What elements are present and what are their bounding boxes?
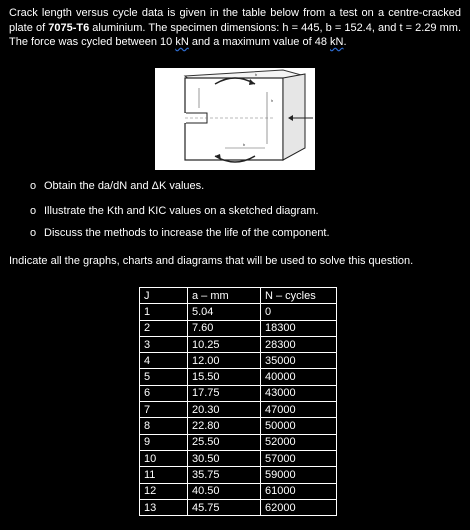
column-header-n: N – cycles: [261, 288, 337, 304]
intro-text-3: and a maximum value of 48: [188, 36, 331, 48]
table-row: [140, 467, 337, 483]
cell-a: 25.50: [188, 434, 261, 450]
cell-j: 10: [140, 450, 188, 466]
task-item-2: [30, 205, 319, 217]
problem-statement: [9, 6, 461, 50]
cell-a: 7.60: [188, 320, 261, 336]
table-row: [140, 336, 337, 352]
specimen-sketch: [155, 68, 315, 170]
unit-kn-2: kN: [330, 36, 344, 48]
cell-j: 8: [140, 418, 188, 434]
cell-a: 22.80: [188, 418, 261, 434]
crack-data-table: [139, 287, 337, 516]
label-right: h: [271, 98, 274, 103]
cell-n: 50000: [261, 418, 337, 434]
table-row: [140, 402, 337, 418]
cell-a: 45.75: [188, 499, 261, 515]
table-row: [140, 450, 337, 466]
cell-n: 0: [261, 304, 337, 320]
cell-j: 13: [140, 499, 188, 515]
cell-j: 11: [140, 467, 188, 483]
table-header-row: [140, 288, 337, 304]
cell-n: 40000: [261, 369, 337, 385]
cell-a: 17.75: [188, 385, 261, 401]
cell-a: 12.00: [188, 353, 261, 369]
table-row: [140, 483, 337, 499]
instruction-text: Indicate all the graphs, charts and diagrams that will be used to solve this question.: [9, 255, 414, 267]
cell-n: 47000: [261, 402, 337, 418]
cell-n: 62000: [261, 499, 337, 515]
cell-j: 6: [140, 385, 188, 401]
cell-n: 57000: [261, 450, 337, 466]
cell-j: 4: [140, 353, 188, 369]
cell-j: 9: [140, 434, 188, 450]
task-text: Obtain the da/dN and ΔK values.: [44, 180, 205, 192]
material-name: 7075-T6: [48, 21, 90, 34]
cell-j: 2: [140, 320, 188, 336]
task-item-3: [30, 227, 330, 239]
cell-j: 3: [140, 336, 188, 352]
unit-kn-1: kN: [175, 36, 189, 48]
cell-n: 35000: [261, 353, 337, 369]
cell-a: 15.50: [188, 369, 261, 385]
cell-n: 18300: [261, 320, 337, 336]
bullet-marker: o: [30, 205, 37, 217]
table-row: [140, 434, 337, 450]
intro-text-4: .: [343, 36, 347, 48]
plate-side-face: [283, 74, 305, 160]
cell-n: 59000: [261, 467, 337, 483]
specimen-diagram: [155, 68, 315, 170]
cell-j: 1: [140, 304, 188, 320]
cell-j: 7: [140, 402, 188, 418]
table-row: [140, 385, 337, 401]
table-row: [140, 369, 337, 385]
cell-n: 61000: [261, 483, 337, 499]
table-row: [140, 418, 337, 434]
cell-a: 20.30: [188, 402, 261, 418]
cell-j: 12: [140, 483, 188, 499]
intro-text-2: aluminium. The specimen dimensions: h = 445, b = 152.4, and t = 2.29 mm. The force was cycled between 10: [9, 21, 461, 48]
table-row: [140, 320, 337, 336]
table-row: [140, 304, 337, 320]
label-top: b: [255, 72, 258, 77]
column-header-j: J: [140, 288, 188, 304]
bullet-marker: o: [30, 180, 37, 192]
task-text: Illustrate the Kth and KIC values on a sketched diagram.: [44, 205, 319, 217]
intro-text-1: Crack length versus cycle data is given in the table below from a test on a centre-cracked plate of: [9, 7, 461, 34]
cell-a: 35.75: [188, 467, 261, 483]
cell-a: 40.50: [188, 483, 261, 499]
table-row: [140, 353, 337, 369]
table-body: [140, 304, 337, 516]
cell-n: 43000: [261, 385, 337, 401]
cell-n: 28300: [261, 336, 337, 352]
label-bottom: b: [243, 142, 246, 147]
cell-j: 5: [140, 369, 188, 385]
cell-a: 5.04: [188, 304, 261, 320]
table-row: [140, 499, 337, 515]
cell-a: 10.25: [188, 336, 261, 352]
cell-a: 30.50: [188, 450, 261, 466]
cell-n: 52000: [261, 434, 337, 450]
column-header-a: a – mm: [188, 288, 261, 304]
task-text: Discuss the methods to increase the life of the component.: [44, 227, 330, 239]
task-item-1: [30, 180, 205, 192]
bullet-marker: o: [30, 227, 37, 239]
